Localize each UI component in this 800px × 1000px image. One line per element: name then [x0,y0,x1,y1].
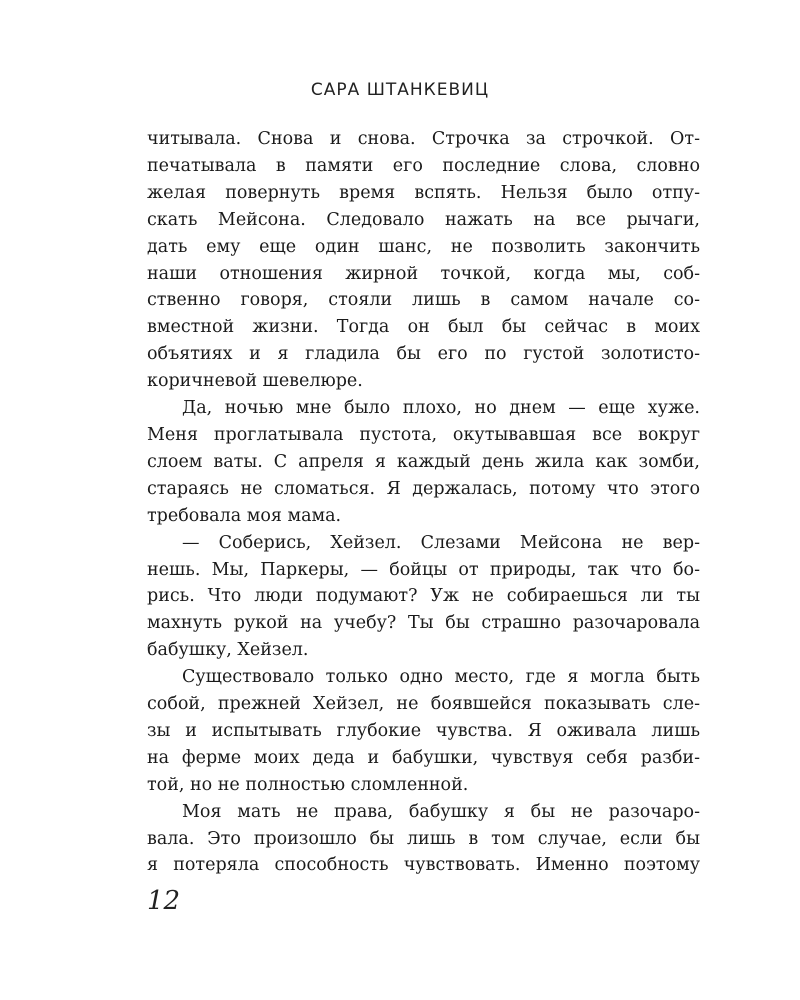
text-line: бабушку, Хейзел. [147,640,309,661]
text-line: Моя мать не права, бабушку я бы не разочаро- [182,801,700,822]
text-line: печатывала в памяти его последние слова, словно [147,155,700,176]
running-head-author: САРА ШТАНКЕВИЦ [310,80,490,100]
text-line: Да, ночью мне было плохо, но днем — еще хуже. [182,398,700,419]
text-line: скать Мейсона. Следовало нажать на все рычаги, [147,209,700,230]
text-line: собой, прежней Хейзел, не боявшейся показывать сле- [147,694,700,715]
text-line: Меня проглатывала пустота, окутывавшая все вокруг [147,424,700,445]
text-line: — Соберись, Хейзел. Слезами Мейсона не вер- [182,532,700,553]
text-line: стараясь не сломаться. Я держалась, потому что этого [147,478,700,499]
text-line: Существовало только одно место, где я могла быть [182,667,700,688]
text-line: зы и испытывать глубокие чувства. Я оживала лишь [147,720,700,741]
text-line: я потеряла способность чувствовать. Именно поэтому [147,855,700,876]
text-line: требовала моя мама. [147,505,342,526]
text-line: на ферме моих деда и бабушки, чувствуя себя разби- [147,747,700,768]
text-line: вала. Это произошло бы лишь в том случае, если бы [147,828,700,849]
text-line: наши отношения жирной точкой, когда мы, соб- [147,263,700,284]
text-line: ственно говоря, стояли лишь в самом начале со- [147,290,700,311]
text-line: махнуть рукой на учебу? Ты бы страшно разочаровала [147,613,700,634]
text-line: той, но не полностью сломленной. [147,774,469,795]
text-line: коричневой шевелюре. [147,371,363,392]
page-number: 12 [147,886,181,916]
text-line: вместной жизни. Тогда он был бы сейчас в моих [147,317,700,338]
text-line: читывала. Снова и снова. Строчка за строчкой. От- [147,129,700,149]
text-line: желая повернуть время вспять. Нельзя было отпу- [147,182,700,203]
text-line: слоем ваты. С апреля я каждый день жила как зомби, [147,451,700,472]
body-text [147,126,700,879]
text-line: дать ему еще один шанс, не позволить закончить [147,236,700,257]
text-line: рись. Что люди подумают? Уж не собираешься ли ты [147,586,700,607]
text-line: объятиях и я гладила бы его по густой золотисто- [147,344,700,365]
text-line: нешь. Мы, Паркеры, — бойцы от природы, так что бо- [147,559,700,580]
